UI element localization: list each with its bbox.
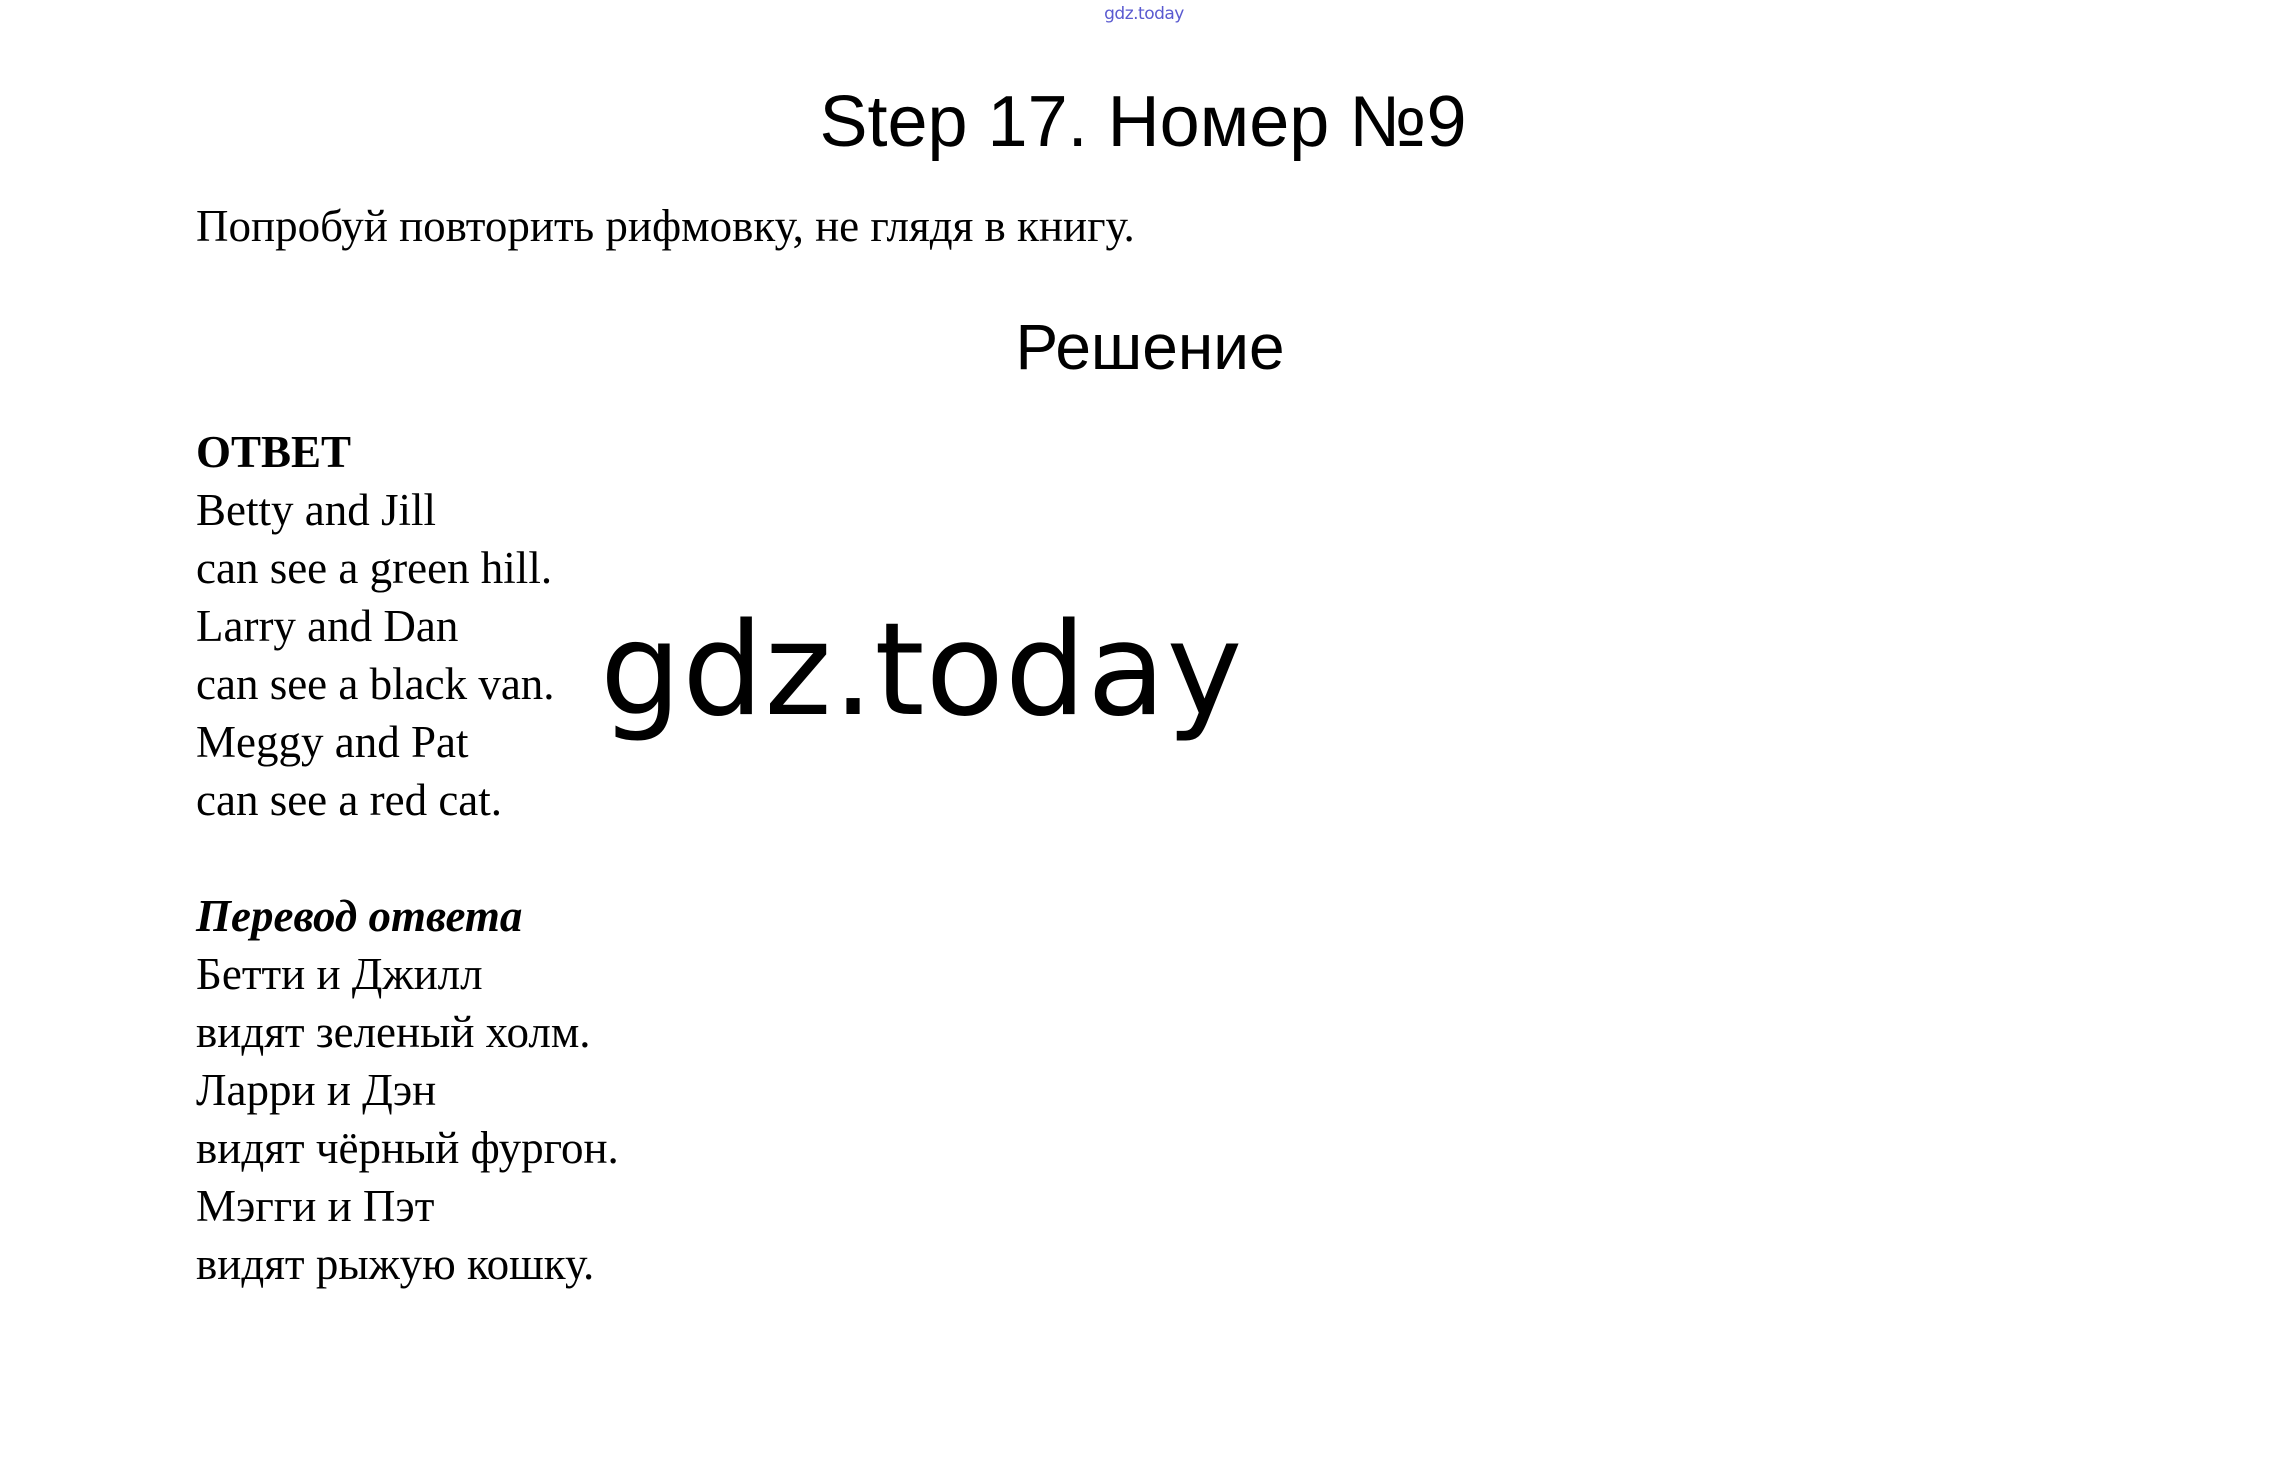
answer-heading: ОТВЕТ: [196, 427, 352, 477]
top-watermark: gdz.today: [1104, 4, 1184, 24]
center-watermark: gdz.today: [600, 596, 1244, 745]
page-title: Step 17. Номер №9: [819, 82, 1467, 162]
translation-line: видят зеленый холм.: [196, 1007, 591, 1057]
translation-line: Мэгги и Пэт: [196, 1181, 435, 1231]
solution-heading: Решение: [1015, 311, 1285, 383]
answer-block: [196, 423, 619, 1293]
task-text: Попробуй повторить рифмовку, не глядя в книгу.: [196, 201, 1135, 251]
translation-line: Ларри и Дэн: [196, 1065, 437, 1115]
spacer: [196, 829, 619, 887]
answer-line: can see a green hill.: [196, 543, 553, 593]
translation-line: видят чёрный фургон.: [196, 1123, 619, 1173]
translation-line: видят рыжую кошку.: [196, 1239, 595, 1289]
translation-heading: Перевод ответа: [196, 891, 523, 941]
translation-line: Бетти и Джилл: [196, 949, 483, 999]
answer-line: Meggy and Pat: [196, 717, 469, 767]
answer-line: can see a black van.: [196, 659, 555, 709]
answer-line: Larry and Dan: [196, 601, 459, 651]
answer-line: Betty and Jill: [196, 485, 436, 535]
answer-line: can see a red cat.: [196, 775, 503, 825]
